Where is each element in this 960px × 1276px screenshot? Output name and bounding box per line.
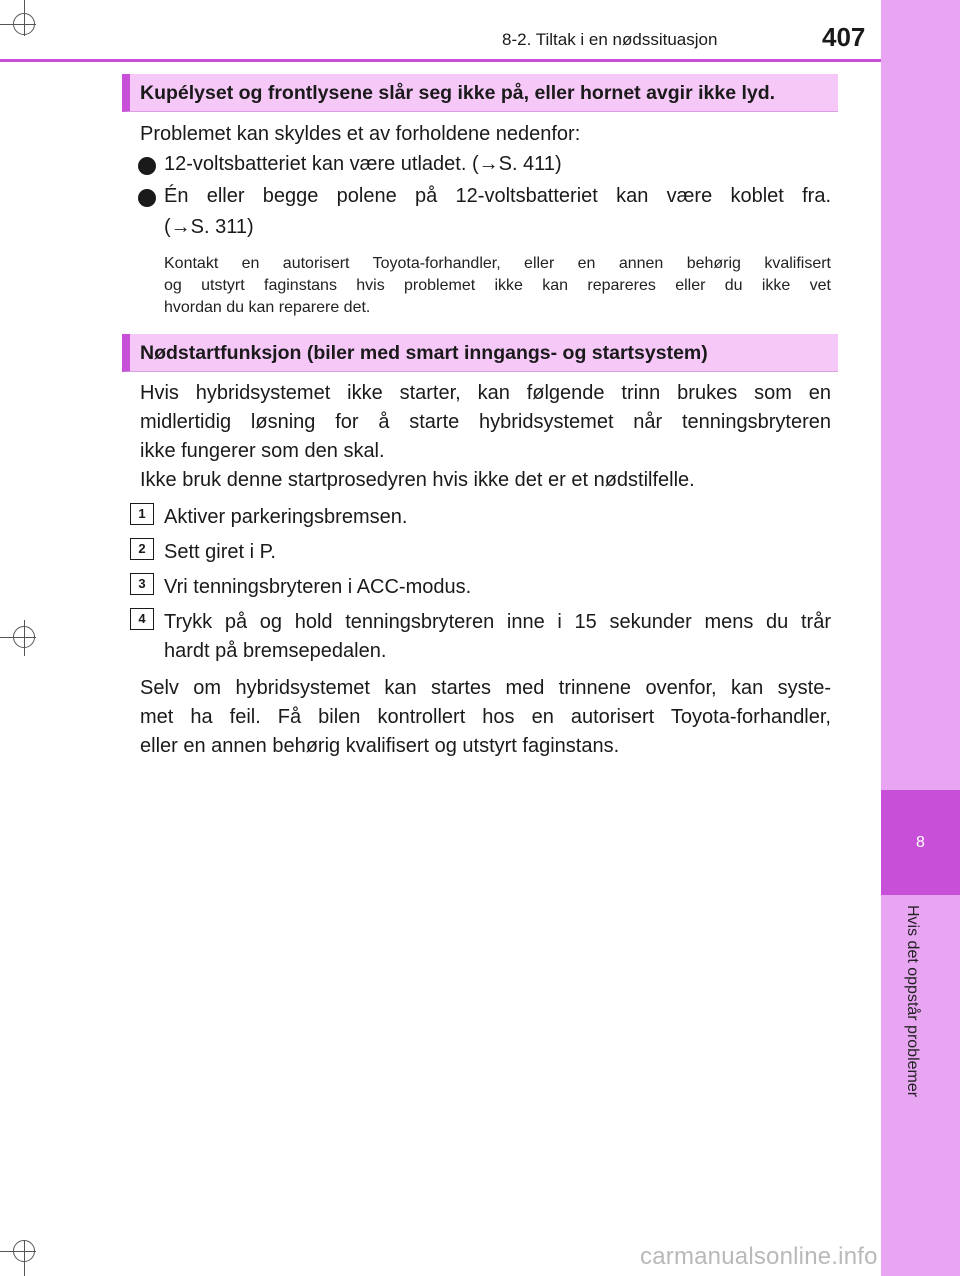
crop-mark [13,13,35,35]
header-section-title: 8-2. Tiltak i en nødssituasjon [502,30,718,49]
paragraph-line: Hvis hybridsystemet ikke starter, kan følgende trinn brukes som en [140,382,831,404]
list-item-continuation: (→S. 311) [164,216,254,238]
paragraph-line: Selv om hybridsystemet kan startes med trinnene ovenfor, kan syste- [140,677,831,699]
page-number: 407 [822,22,866,52]
note-line: og utstyrt faginstans hvis problemet ikke kan repareres eller du ikke vet [164,277,831,294]
step-text: Sett giret i P. [164,541,276,563]
section-heading-lights: Kupélyset og frontlysene slår seg ikke på, eller hornet avgir ikke lyd. [122,74,838,112]
paragraph-line: met ha feil. Få bilen kontrollert hos en autorisert Toyota-forhandler, [140,706,831,728]
crop-mark [13,626,35,648]
chapter-number: 8 [881,790,960,895]
list-item: Én eller begge polene på 12-voltsbatteriet kan være koblet fra. [164,185,831,207]
step-number-box: 3 [130,573,154,595]
step-text: Aktiver parkeringsbremsen. [164,506,408,528]
step-text: Vri tenningsbryteren i ACC-modus. [164,576,472,598]
warning-line: Ikke bruk denne startprosedyren hvis ikke det er et nødstilfelle. [140,469,695,491]
crop-mark [13,1240,35,1262]
paragraph-line: midlertidig løsning for å starte hybridsystemet når tenningsbryteren [140,411,831,433]
paragraph-line: eller en annen behørig kvalifisert og utstyrt faginstans. [140,735,620,757]
bullet-icon [138,189,156,207]
note-line: hvordan du kan reparere det. [164,299,371,316]
step-text-continuation: hardt på bremsepedalen. [164,640,387,662]
step-text: Trykk på og hold tenningsbryteren inne i 15 sekunder mens du trår [164,611,831,633]
step-number-box: 1 [130,503,154,525]
paragraph-line: ikke fungerer som den skal. [140,440,385,462]
chapter-title: Hvis det oppstår problemer [904,905,921,1098]
step-number-box: 2 [130,538,154,560]
header-rule [0,59,881,62]
list-item: 12-voltsbatteriet kan være utladet. (→S. 411) [164,153,562,175]
section-heading-emergency-start: Nødstartfunksjon (biler med smart inngangs- og startsystem) [122,334,838,372]
step-number-box: 4 [130,608,154,630]
section-intro: Problemet kan skyldes et av forholdene nedenfor: [140,123,581,145]
note-line: Kontakt en autorisert Toyota-forhandler, eller en annen behørig kvalifisert [164,255,831,272]
watermark: carmanualsonline.info [640,1243,878,1270]
bullet-icon [138,157,156,175]
